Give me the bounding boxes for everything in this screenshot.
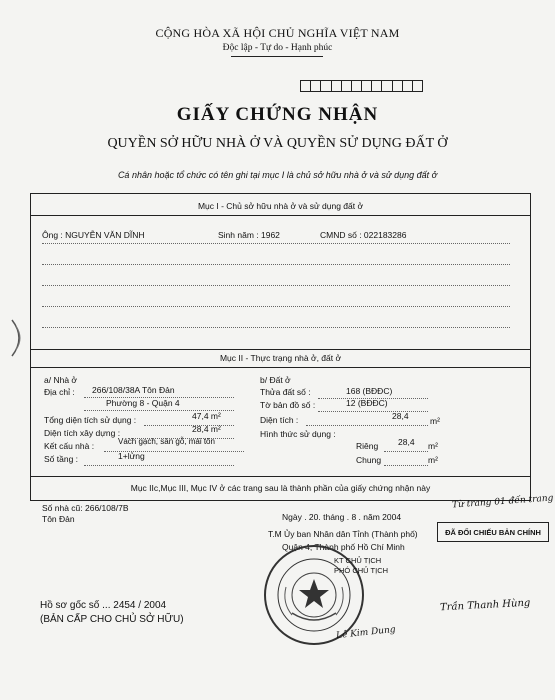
address-line1: 266/108/38A Tôn Đản <box>92 385 175 395</box>
serial-number-boxes <box>300 80 422 92</box>
old-street-name: Tôn Đản <box>42 514 75 524</box>
owner-copy-note: (BẢN CẤP CHO CHỦ SỞ HỮU) <box>40 614 184 625</box>
seal-title1: KT CHỦ TỊCH <box>334 556 382 565</box>
section2-top-divider <box>30 349 531 350</box>
owner-note: Cá nhân hoặc tổ chức có tên ghi tại mục I là chủ sở hữu nhà ở và sử dụng đất ở <box>117 170 438 180</box>
house-heading: a/ Nhà ở <box>44 375 77 385</box>
parcel-value: 168 (BĐĐC) <box>346 386 393 396</box>
authority-line1: T.M Ủy ban Nhân dân Tỉnh (Thành phố) <box>268 529 418 539</box>
land-area-unit: m² <box>430 416 440 426</box>
id-number: CMND số : 022183286 <box>320 230 407 240</box>
document-title: GIẤY CHỨNG NHẬN <box>176 104 379 125</box>
handwritten-signature-name: Trần Thanh Hùng <box>439 597 531 614</box>
shared-unit: m² <box>428 455 438 465</box>
private-value: 28,4 <box>398 437 415 447</box>
map-sheet-value: 12 (BĐĐC) <box>346 398 388 408</box>
document-subtitle: QUYỀN SỞ HỮU NHÀ Ở VÀ QUYỀN SỬ DỤNG ĐẤT Ở <box>107 136 448 151</box>
signer-scribble: Lê Kim Dung <box>335 624 397 642</box>
private-unit: m² <box>428 441 438 451</box>
use-form-label: Hình thức sử dụng : <box>260 429 336 439</box>
issue-date: Ngày . 20. tháng . 8 . năm 2004 <box>282 512 402 522</box>
national-motto: CỘNG HÒA XÃ HỘI CHỦ NGHĨA VIỆT NAM <box>155 26 400 40</box>
address-line2: Phường 8 - Quận 4 <box>106 398 180 408</box>
section-continuation-note: Mục IIc,Mục III, Mục IV ở các trang sau là thành phần của giấy chứng nhận này <box>130 483 431 493</box>
record-number: Hồ sơ gốc số ... 2454 / 2004 <box>40 600 167 611</box>
build-area-value: 28,4 m² <box>192 424 221 434</box>
floor-area-value: 47,4 m² <box>192 411 221 421</box>
floors-label: Số tầng : <box>44 454 79 464</box>
section1-divider <box>30 215 531 216</box>
structure-label: Kết cấu nhà : <box>44 441 95 451</box>
map-sheet-label: Tờ bản đồ số : <box>260 400 316 410</box>
footer-divider <box>30 476 531 477</box>
section1-title: Mục I - Chủ sở hữu nhà ở và sử dụng đất ở <box>197 201 364 211</box>
private-label: Riêng <box>356 441 379 451</box>
build-area-label: Diện tích xây dựng : <box>44 428 121 438</box>
birth-year: Sinh năm : 1962 <box>218 230 280 240</box>
address-label: Địa chỉ : <box>44 387 75 397</box>
parcel-label: Thửa đất số : <box>260 387 311 397</box>
authority-line2: Quận 4, Thành phố Hồ Chí Minh <box>282 542 405 552</box>
land-area-value: 28,4 <box>392 411 409 421</box>
seal-title2: PHÓ CHỦ TỊCH <box>334 566 389 575</box>
verified-copy-stamp: ĐÃ ĐỐI CHIẾU BẢN CHÍNH <box>437 522 549 542</box>
land-heading: b/ Đất ở <box>260 375 291 385</box>
floors-value: 1+lửng <box>118 451 145 461</box>
floor-area-label: Tổng diện tích sử dụng : <box>44 415 137 425</box>
old-house-number: Số nhà cũ: 266/108/7B <box>42 503 129 513</box>
section2-divider <box>30 367 531 368</box>
structure-value: Vách gạch, sàn gỗ, mái tôn <box>118 437 215 446</box>
national-slogan: Độc lập - Tự do - Hạnh phúc <box>222 43 333 53</box>
handwritten-page-note: Từ trang 01 đến trang <box>451 493 554 511</box>
shared-label: Chung <box>356 455 382 465</box>
owner-name: Ông : NGUYỄN VĂN DĨNH <box>42 230 145 240</box>
section2-title: Mục II - Thực trạng nhà ở, đất ở <box>219 353 342 363</box>
binding-mark <box>8 316 32 360</box>
land-area-label: Diện tích : <box>260 415 299 425</box>
slogan-underline <box>231 56 323 57</box>
